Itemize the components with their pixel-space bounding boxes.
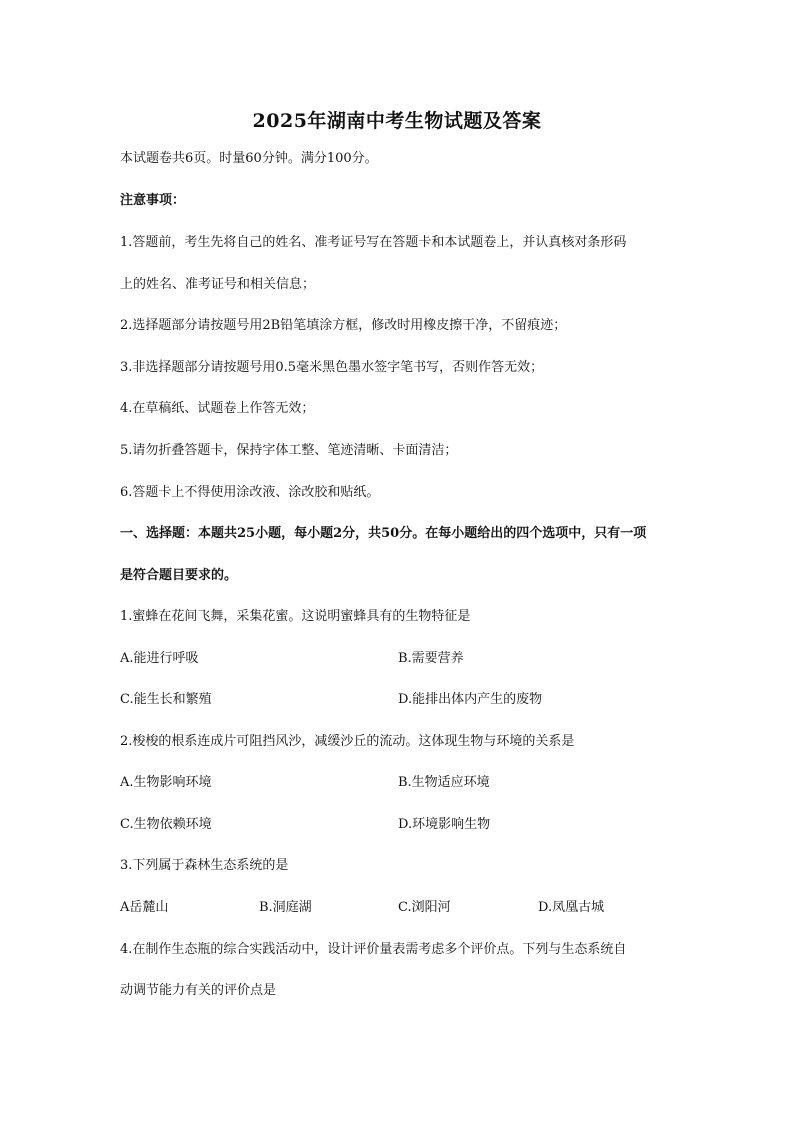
question-2-option-d: D.环境影响生物 xyxy=(398,817,491,832)
question-3-option-d: D.凤凰古城 xyxy=(538,900,605,915)
question-1-stem: 1.蜜蜂在花间飞舞，采集花蜜。这说明蜜蜂具有的生物特征是 xyxy=(120,609,471,624)
question-3-option-b: B.洞庭湖 xyxy=(259,900,312,915)
notice-4: 4.在草稿纸、试题卷上作答无效； xyxy=(120,401,315,416)
notice-heading: 注意事项： xyxy=(120,193,186,208)
exam-intro: 本试题卷共6页。时量60分钟。满分100分。 xyxy=(120,151,378,166)
question-1-option-d: D.能排出体内产生的废物 xyxy=(398,692,543,707)
question-4-stem: 4.在制作生态瓶的综合实践活动中，设计评价量表需考虑多个评价点。下列与生态系统自 xyxy=(120,942,627,957)
section-heading: 一、选择题：本题共25小题，每小题2分，共50分。在每小题给出的四个选项中，只有一项 xyxy=(120,526,647,541)
question-3-option-c: C.浏阳河 xyxy=(398,900,451,915)
notice-5: 5.请勿折叠答题卡，保持字体工整、笔迹清晰、卡面清洁； xyxy=(120,443,458,458)
question-2-option-c: C.生物依赖环境 xyxy=(120,817,212,832)
section-heading-cont: 是符合题目要求的。 xyxy=(120,568,238,583)
question-3-option-a: A岳麓山 xyxy=(120,900,169,915)
question-1-option-c: C.能生长和繁殖 xyxy=(120,692,212,707)
question-2-stem: 2.梭梭的根系连成片可阻挡风沙，减缓沙丘的流动。这体现生物与环境的关系是 xyxy=(120,734,575,749)
notice-1-cont: 上的姓名、准考证号和相关信息； xyxy=(120,277,316,292)
question-1-option-a: A.能进行呼吸 xyxy=(120,651,199,666)
notice-6: 6.答题卡上不得使用涂改液、涂改胶和贴纸。 xyxy=(120,485,380,500)
notice-2: 2.选择题部分请按题号用2B铅笔填涂方框，修改时用橡皮擦干净，不留痕迹； xyxy=(120,318,567,333)
page-title: 2025年湖南中考生物试题及答案 xyxy=(252,110,542,132)
question-4-stem-cont: 动调节能力有关的评价点是 xyxy=(120,983,277,998)
question-1-option-b: B.需要营养 xyxy=(398,651,464,666)
question-3-stem: 3.下列属于森林生态系统的是 xyxy=(120,858,289,873)
question-2-option-a: A.生物影响环境 xyxy=(120,775,212,790)
notice-1: 1.答题前，考生先将自己的姓名、准考证号写在答题卡和本试题卷上，并认真核对条形码 xyxy=(120,235,627,250)
question-2-option-b: B.生物适应环境 xyxy=(398,775,490,790)
notice-3: 3.非选择题部分请按题号用0.5毫米黑色墨水签字笔书写，否则作答无效； xyxy=(120,360,544,375)
